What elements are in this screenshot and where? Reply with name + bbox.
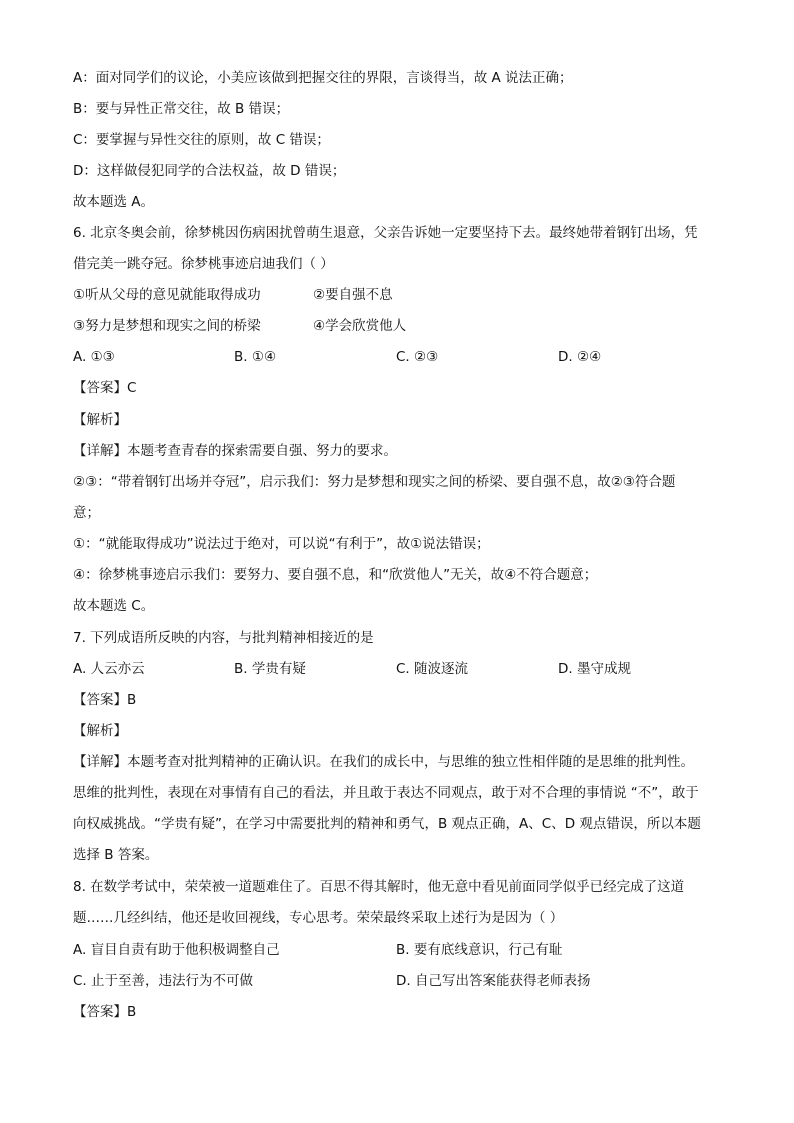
q6-para-1-line-2: 意； <box>73 505 100 521</box>
q6-detail: 【详解】本题考查青春的探索需要自强、努力的要求。 <box>73 443 397 459</box>
q6-analysis-label: 【解析】 <box>73 412 127 428</box>
q7-detail-line-1: 【详解】本题考查对批判精神的正确认识。在我们的成长中，与思维的独立性相伴随的是思维的批判性。 <box>73 754 694 770</box>
q6-conclusion: 故本题选 C。 <box>73 598 155 614</box>
q8-stem-line-1: 8. 在数学考试中，荣荣被一道题难住了。百思不得其解时，他无意中看见前面同学似乎已经完成了这道 <box>73 879 685 895</box>
q5-conclusion: 故本题选 A。 <box>73 194 155 210</box>
q8-answer: 【答案】B <box>73 1004 137 1020</box>
q7-detail-line-2: 思维的批判性，表现在对事情有自己的看法，并且敢于表达不同观点，敢于对不合理的事情说 “不”，敢于 <box>73 785 699 801</box>
q5-analysis-a: A：面对同学们的议论，小美应该做到把握交往的界限，言谈得当，故 A 说法正确； <box>73 70 573 86</box>
q6-option-b: B. ①④ <box>234 349 277 365</box>
q7-option-d: D. 墨守成规 <box>558 661 631 677</box>
q8-option-d: D. 自己写出答案能获得老师表扬 <box>396 973 591 989</box>
q6-answer: 【答案】C <box>73 380 137 396</box>
q6-para-3: ④：徐梦桃事迹启示我们：要努力、要自强不息，和“欣赏他人”无关，故④不符合题意； <box>73 567 598 583</box>
q8-option-b: B. 要有底线意识，行己有耻 <box>396 942 563 958</box>
q6-stem-line-1: 6. 北京冬奥会前，徐梦桃因伤病困扰曾萌生退意，父亲告诉她一定要坚持下去。最终她带着钢钉出场，凭 <box>73 225 698 241</box>
q6-item-4: ④学会欣赏他人 <box>313 318 407 334</box>
q7-analysis-label: 【解析】 <box>73 723 127 739</box>
q8-option-a: A. 盲目自责有助于他积极调整自己 <box>73 942 280 958</box>
q5-analysis-b: B：要与异性正常交往，故 B 错误； <box>73 101 290 117</box>
q8-stem-line-2: 题……几经纠结，他还是收回视线，专心思考。荣荣最终采取上述行为是因为（ ） <box>73 910 564 926</box>
q5-analysis-d: D：这样做侵犯同学的合法权益，故 D 错误； <box>73 163 346 179</box>
q6-item-2: ②要自强不息 <box>313 287 393 303</box>
q7-answer: 【答案】B <box>73 692 137 708</box>
q7-option-a: A. 人云亦云 <box>73 661 145 677</box>
q7-stem: 7. 下列成语所反映的内容，与批判精神相接近的是 <box>73 630 374 646</box>
q8-option-c: C. 止于至善，违法行为不可做 <box>73 973 254 989</box>
q6-para-1-line-1: ②③：“带着钢钉出场并夺冠”，启示我们：努力是梦想和现实之间的桥梁、要自强不息，故②③符合题 <box>73 474 676 490</box>
q7-option-b: B. 学贵有疑 <box>234 661 306 677</box>
q6-option-c: C. ②③ <box>396 349 439 365</box>
q6-stem-line-2: 借完美一跳夺冠。徐梦桃事迹启迪我们（ ） <box>73 256 334 272</box>
q6-item-3: ③努力是梦想和现实之间的桥梁 <box>73 318 261 334</box>
q7-option-c: C. 随波逐流 <box>396 661 469 677</box>
q7-detail-line-4: 选择 B 答案。 <box>73 847 159 863</box>
q6-para-2: ①：“就能取得成功”说法过于绝对，可以说“有利于”，故①说法错误； <box>73 536 490 552</box>
q7-detail-line-3: 向权威挑战。“学贵有疑”，在学习中需要批判的精神和勇气，B 观点正确，A、C、D 观点错误，所以本题 <box>73 816 701 832</box>
q6-item-1: ①听从父母的意见就能取得成功 <box>73 287 261 303</box>
q6-option-d: D. ②④ <box>558 349 602 365</box>
q6-option-a: A. ①③ <box>73 349 115 365</box>
q5-analysis-c: C：要掌握与异性交往的原则，故 C 错误； <box>73 132 330 148</box>
